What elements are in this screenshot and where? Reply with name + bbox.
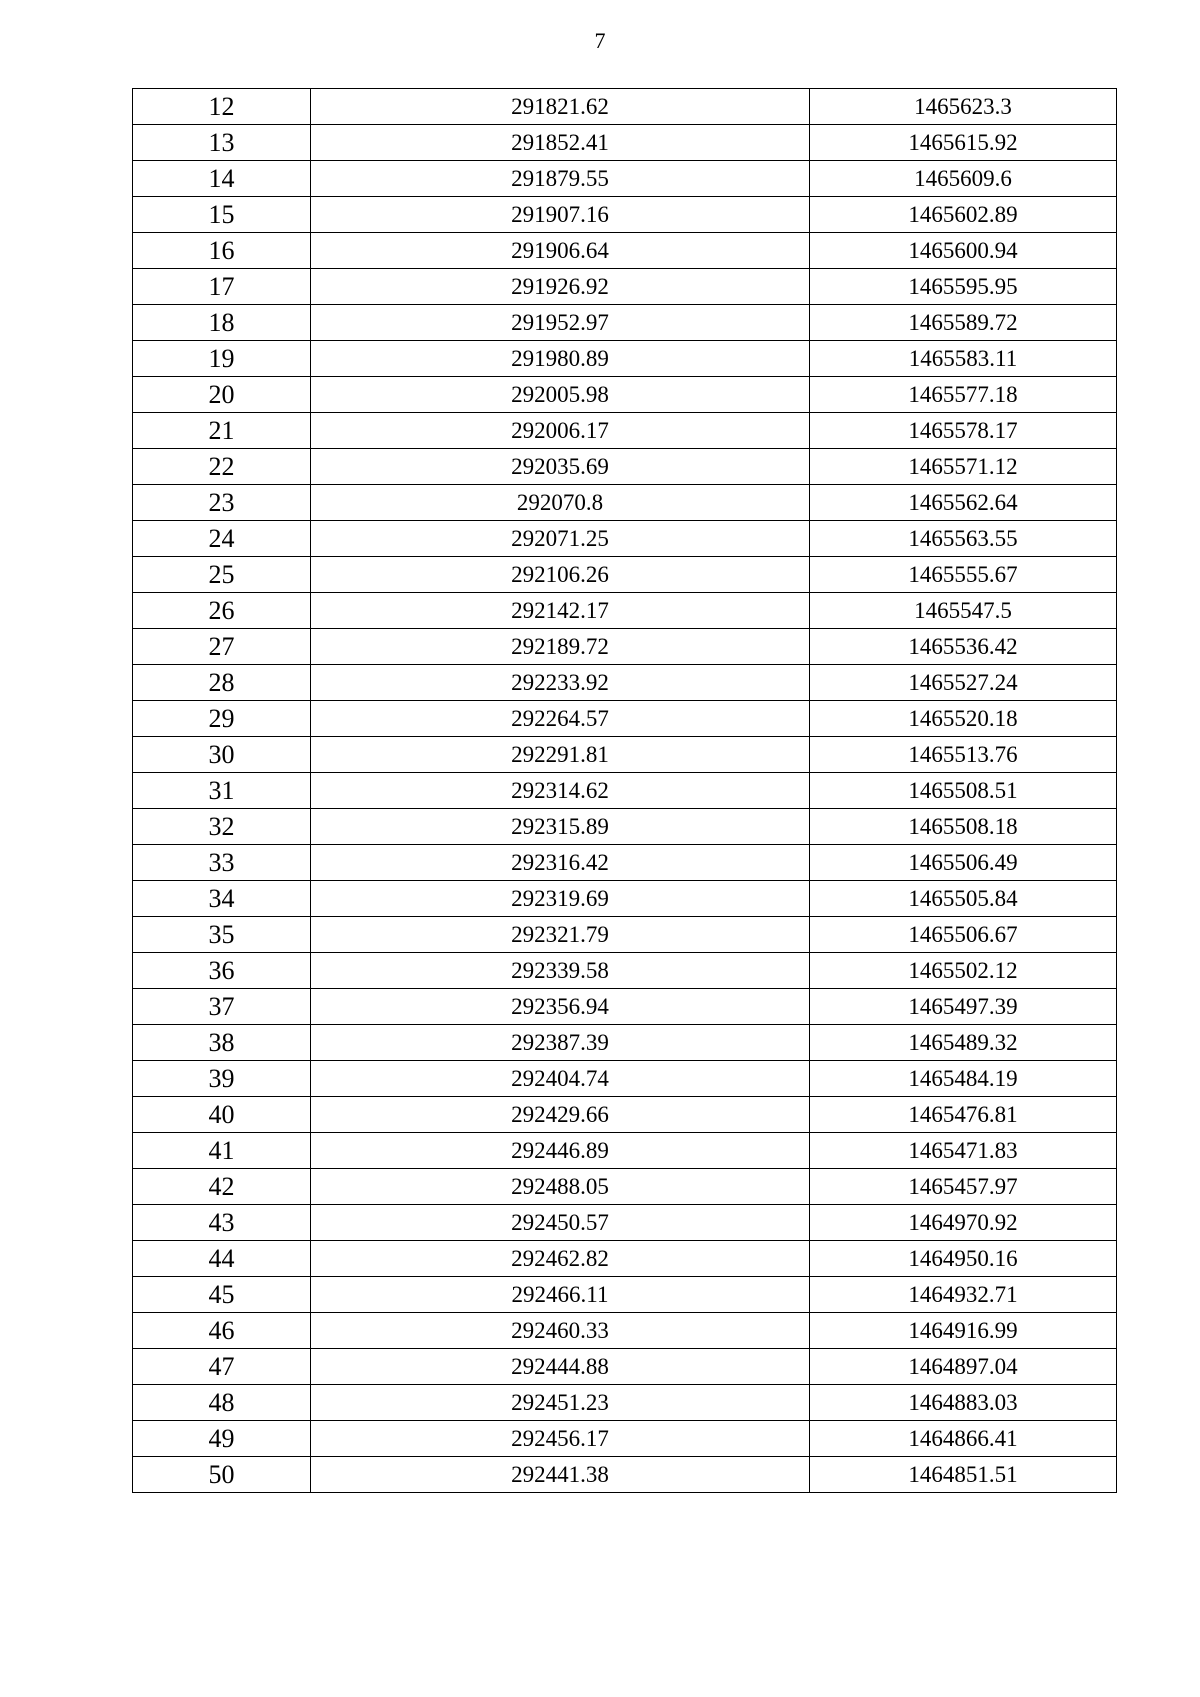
point-number-cell: 24 [133, 521, 311, 557]
y-coordinate-cell: 1465547.5 [810, 593, 1117, 629]
point-number-cell: 27 [133, 629, 311, 665]
y-coordinate-cell: 1465600.94 [810, 233, 1117, 269]
point-number-cell: 22 [133, 449, 311, 485]
y-coordinate-cell: 1465489.32 [810, 1025, 1117, 1061]
table-row [133, 1277, 1117, 1313]
y-coordinate-cell: 1465476.81 [810, 1097, 1117, 1133]
y-coordinate-cell: 1465555.67 [810, 557, 1117, 593]
y-coordinate-cell: 1465471.83 [810, 1133, 1117, 1169]
x-coordinate-cell: 292291.81 [311, 737, 810, 773]
y-coordinate-cell: 1465527.24 [810, 665, 1117, 701]
x-coordinate-cell: 291980.89 [311, 341, 810, 377]
point-number-cell: 36 [133, 953, 311, 989]
table-row [133, 1133, 1117, 1169]
x-coordinate-cell: 292315.89 [311, 809, 810, 845]
x-coordinate-cell: 292429.66 [311, 1097, 810, 1133]
y-coordinate-cell: 1464950.16 [810, 1241, 1117, 1277]
y-coordinate-cell: 1465497.39 [810, 989, 1117, 1025]
point-number-cell: 47 [133, 1349, 311, 1385]
table-row [133, 1169, 1117, 1205]
table-row [133, 1385, 1117, 1421]
x-coordinate-cell: 292387.39 [311, 1025, 810, 1061]
x-coordinate-cell: 291821.62 [311, 89, 810, 125]
point-number-cell: 32 [133, 809, 311, 845]
x-coordinate-cell: 291852.41 [311, 125, 810, 161]
y-coordinate-cell: 1465520.18 [810, 701, 1117, 737]
x-coordinate-cell: 292233.92 [311, 665, 810, 701]
x-coordinate-cell: 292142.17 [311, 593, 810, 629]
x-coordinate-cell: 292462.82 [311, 1241, 810, 1277]
point-number-cell: 17 [133, 269, 311, 305]
point-number-cell: 25 [133, 557, 311, 593]
table-row [133, 953, 1117, 989]
table-row [133, 809, 1117, 845]
x-coordinate-cell: 292071.25 [311, 521, 810, 557]
point-number-cell: 48 [133, 1385, 311, 1421]
table-row [133, 917, 1117, 953]
table-row [133, 485, 1117, 521]
y-coordinate-cell: 1465602.89 [810, 197, 1117, 233]
x-coordinate-cell: 291907.16 [311, 197, 810, 233]
x-coordinate-cell: 292035.69 [311, 449, 810, 485]
point-number-cell: 49 [133, 1421, 311, 1457]
x-coordinate-cell: 291906.64 [311, 233, 810, 269]
x-coordinate-cell: 292321.79 [311, 917, 810, 953]
x-coordinate-cell: 292339.58 [311, 953, 810, 989]
point-number-cell: 43 [133, 1205, 311, 1241]
x-coordinate-cell: 291952.97 [311, 305, 810, 341]
y-coordinate-cell: 1465571.12 [810, 449, 1117, 485]
point-number-cell: 18 [133, 305, 311, 341]
table-row [133, 125, 1117, 161]
point-number-cell: 44 [133, 1241, 311, 1277]
point-number-cell: 35 [133, 917, 311, 953]
x-coordinate-cell: 292446.89 [311, 1133, 810, 1169]
y-coordinate-cell: 1465595.95 [810, 269, 1117, 305]
x-coordinate-cell: 292070.8 [311, 485, 810, 521]
table-row [133, 377, 1117, 413]
y-coordinate-cell: 1464932.71 [810, 1277, 1117, 1313]
x-coordinate-cell: 292316.42 [311, 845, 810, 881]
y-coordinate-cell: 1465508.18 [810, 809, 1117, 845]
y-coordinate-cell: 1464916.99 [810, 1313, 1117, 1349]
y-coordinate-cell: 1465506.49 [810, 845, 1117, 881]
table-row [133, 233, 1117, 269]
point-number-cell: 21 [133, 413, 311, 449]
x-coordinate-cell: 292488.05 [311, 1169, 810, 1205]
y-coordinate-cell: 1465583.11 [810, 341, 1117, 377]
point-number-cell: 13 [133, 125, 311, 161]
y-coordinate-cell: 1465536.42 [810, 629, 1117, 665]
coordinates-table-body [133, 89, 1117, 1493]
table-row [133, 197, 1117, 233]
table-row [133, 269, 1117, 305]
point-number-cell: 20 [133, 377, 311, 413]
point-number-cell: 15 [133, 197, 311, 233]
point-number-cell: 46 [133, 1313, 311, 1349]
table-row [133, 1241, 1117, 1277]
y-coordinate-cell: 1465562.64 [810, 485, 1117, 521]
point-number-cell: 50 [133, 1457, 311, 1493]
table-row [133, 1313, 1117, 1349]
table-row [133, 521, 1117, 557]
x-coordinate-cell: 292319.69 [311, 881, 810, 917]
x-coordinate-cell: 292451.23 [311, 1385, 810, 1421]
x-coordinate-cell: 291879.55 [311, 161, 810, 197]
y-coordinate-cell: 1465615.92 [810, 125, 1117, 161]
y-coordinate-cell: 1465623.3 [810, 89, 1117, 125]
table-row [133, 1421, 1117, 1457]
table-row [133, 1061, 1117, 1097]
point-number-cell: 29 [133, 701, 311, 737]
point-number-cell: 34 [133, 881, 311, 917]
table-row [133, 593, 1117, 629]
table-row [133, 1349, 1117, 1385]
point-number-cell: 16 [133, 233, 311, 269]
table-row [133, 1025, 1117, 1061]
y-coordinate-cell: 1464883.03 [810, 1385, 1117, 1421]
table-row [133, 1457, 1117, 1493]
point-number-cell: 41 [133, 1133, 311, 1169]
x-coordinate-cell: 292404.74 [311, 1061, 810, 1097]
x-coordinate-cell: 292006.17 [311, 413, 810, 449]
table-row [133, 341, 1117, 377]
point-number-cell: 31 [133, 773, 311, 809]
point-number-cell: 45 [133, 1277, 311, 1313]
point-number-cell: 37 [133, 989, 311, 1025]
y-coordinate-cell: 1464866.41 [810, 1421, 1117, 1457]
table-row [133, 989, 1117, 1025]
x-coordinate-cell: 292450.57 [311, 1205, 810, 1241]
x-coordinate-cell: 292356.94 [311, 989, 810, 1025]
table-row [133, 1097, 1117, 1133]
table-row [133, 845, 1117, 881]
y-coordinate-cell: 1464851.51 [810, 1457, 1117, 1493]
x-coordinate-cell: 292314.62 [311, 773, 810, 809]
point-number-cell: 19 [133, 341, 311, 377]
table-row [133, 881, 1117, 917]
point-number-cell: 38 [133, 1025, 311, 1061]
x-coordinate-cell: 292444.88 [311, 1349, 810, 1385]
table-row [133, 449, 1117, 485]
y-coordinate-cell: 1465508.51 [810, 773, 1117, 809]
y-coordinate-cell: 1465563.55 [810, 521, 1117, 557]
x-coordinate-cell: 292460.33 [311, 1313, 810, 1349]
y-coordinate-cell: 1465513.76 [810, 737, 1117, 773]
point-number-cell: 42 [133, 1169, 311, 1205]
y-coordinate-cell: 1465505.84 [810, 881, 1117, 917]
y-coordinate-cell: 1465609.6 [810, 161, 1117, 197]
x-coordinate-cell: 292005.98 [311, 377, 810, 413]
table-row [133, 665, 1117, 701]
y-coordinate-cell: 1465484.19 [810, 1061, 1117, 1097]
table-row [133, 89, 1117, 125]
x-coordinate-cell: 292264.57 [311, 701, 810, 737]
point-number-cell: 26 [133, 593, 311, 629]
x-coordinate-cell: 292441.38 [311, 1457, 810, 1493]
table-row [133, 305, 1117, 341]
x-coordinate-cell: 292106.26 [311, 557, 810, 593]
x-coordinate-cell: 292456.17 [311, 1421, 810, 1457]
table-row [133, 737, 1117, 773]
table-row [133, 413, 1117, 449]
table-row [133, 1205, 1117, 1241]
x-coordinate-cell: 291926.92 [311, 269, 810, 305]
y-coordinate-cell: 1465578.17 [810, 413, 1117, 449]
table-row [133, 161, 1117, 197]
y-coordinate-cell: 1465577.18 [810, 377, 1117, 413]
point-number-cell: 30 [133, 737, 311, 773]
page-number: 7 [594, 28, 606, 53]
table-row [133, 701, 1117, 737]
table-row [133, 773, 1117, 809]
point-number-cell: 33 [133, 845, 311, 881]
y-coordinate-cell: 1465506.67 [810, 917, 1117, 953]
coordinates-table [132, 88, 1117, 1493]
y-coordinate-cell: 1465589.72 [810, 305, 1117, 341]
table-row [133, 629, 1117, 665]
point-number-cell: 14 [133, 161, 311, 197]
point-number-cell: 40 [133, 1097, 311, 1133]
point-number-cell: 28 [133, 665, 311, 701]
x-coordinate-cell: 292466.11 [311, 1277, 810, 1313]
point-number-cell: 39 [133, 1061, 311, 1097]
point-number-cell: 12 [133, 89, 311, 125]
y-coordinate-cell: 1464897.04 [810, 1349, 1117, 1385]
y-coordinate-cell: 1465457.97 [810, 1169, 1117, 1205]
point-number-cell: 23 [133, 485, 311, 521]
table-row [133, 557, 1117, 593]
x-coordinate-cell: 292189.72 [311, 629, 810, 665]
y-coordinate-cell: 1464970.92 [810, 1205, 1117, 1241]
y-coordinate-cell: 1465502.12 [810, 953, 1117, 989]
